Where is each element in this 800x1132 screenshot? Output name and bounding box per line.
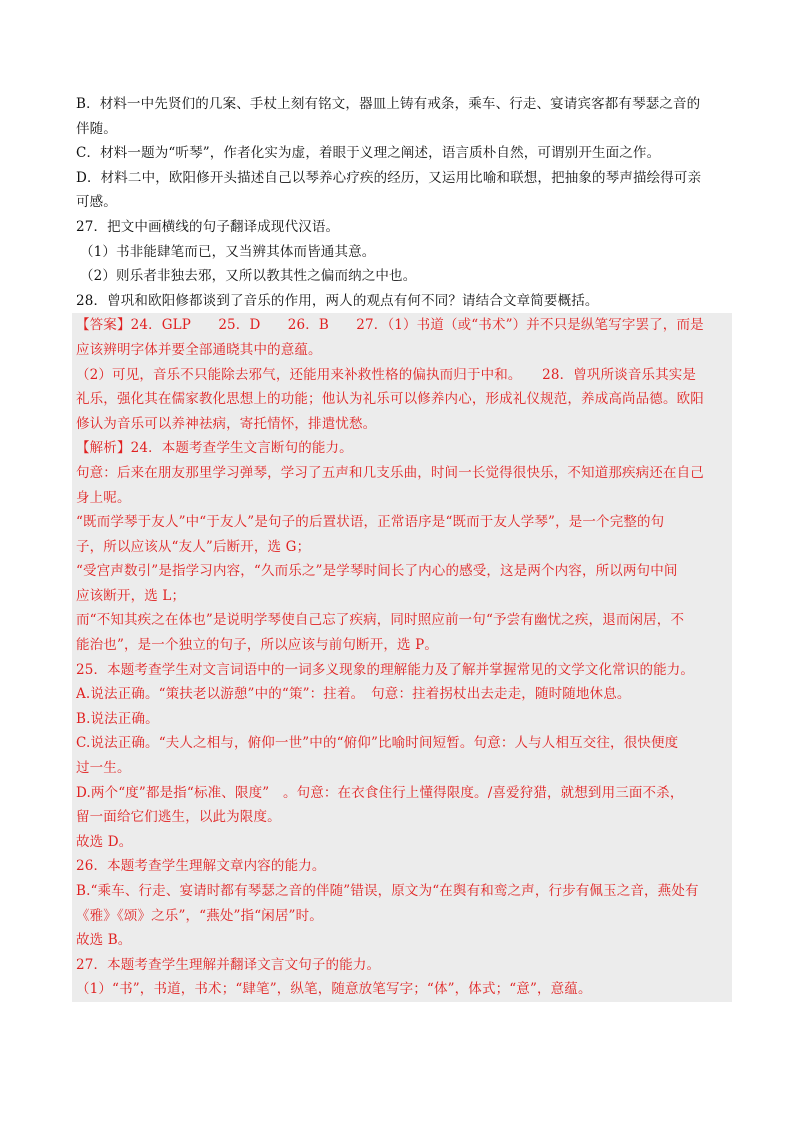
analysis-line: 27．本题考查学生理解并翻译文言文句子的能力。 <box>76 956 381 973</box>
analysis-line <box>76 436 732 461</box>
analysis-line: B.说法正确。 <box>76 710 159 727</box>
analysis-line: 留一面给它们逃生，以此为限度。 <box>76 809 281 826</box>
option-b-line-2: 伴随。 <box>76 120 117 137</box>
option-b-line-1: B．材料一中先贤们的几案、手杖上刻有铭文，器皿上铸有戒条，乘车、行走、宴请宾客都有琴瑟之音的 <box>76 96 701 112</box>
answer-label: 【答案】 <box>76 317 131 334</box>
analysis-line: “既而学琴于友人”中“于友人”是句子的后置状语，正常语序是“既而于友人学琴”，是一个完整的句 <box>76 514 665 531</box>
analysis-line: 应该断开，选 L； <box>76 587 186 604</box>
analysis-line: C.说法正确。“夫人之相与，俯仰一世”中的“俯仰”比喻时间短暂。句意：人与人相互交往，很快便度 <box>76 735 679 752</box>
option-c-line: C．材料一题为“听琴”，作者化实为虚，着眼于义理之阐述，语言质朴自然，可谓别开生面之作。 <box>76 145 661 162</box>
answer-line: 应该辨明字体并要全部通晓其中的意蕴。 <box>76 341 322 358</box>
analysis-line: 故选 B。 <box>76 932 132 949</box>
analysis-label: 【解析】 <box>76 440 131 457</box>
option-d-line-2: 可感。 <box>76 194 117 211</box>
answer-line: 礼乐，强化其在儒家教化思想上的功能；他认为礼乐可以修养内心，形成礼仪规范，养成高尚品德。欧阳 <box>76 391 704 408</box>
analysis-line: 过一生。 <box>76 760 131 777</box>
analysis-line: 而“不知其疾之在体也”是说明学琴使自己忘了疾病，同时照应前一句“予尝有幽忧之疾，退而闲居，不 <box>76 612 685 629</box>
answer-line: 修认为音乐可以养神祛病，寄托情怀，排遣忧愁。 <box>76 415 377 432</box>
analysis-line: 25．本题考查学生对文言词语中的一词多义现象的理解能力及了解并掌握常见的文学文化常识的能力。 <box>76 661 695 678</box>
analysis-line: 身上呢。 <box>76 489 131 506</box>
analysis-line: 故选 D。 <box>76 833 133 850</box>
analysis-line: 26．本题考查学生理解文章内容的能力。 <box>76 858 326 875</box>
answer-text: 24．GLP 25．D 26．B 27．（1）书道（或“书术”）并不只是纵笔写字罢了，而是 <box>130 317 704 334</box>
analysis-line: A.说法正确。“策扶老以游憩”中的“策”：拄着。 句意：拄着拐杖出去走走，随时随地休息。 <box>76 686 631 703</box>
analysis-line: 能治也”，是一个独立的句子，所以应该与前句断开，选 P。 <box>76 637 438 654</box>
document-content <box>76 92 728 1002</box>
analysis-line: 句意：后来在朋友那里学习弹琴，学习了五声和几支乐曲，时间一长觉得很快乐，不知道那疾病还在自己 <box>76 464 704 481</box>
analysis-line: （1）“书”，书道，书术；“肆笔”，纵笔，随意放笔写字；“体”，体式；“意”，意蕴。 <box>76 981 592 998</box>
question-27-part-1: （1）书非能肆笔而已，又当辨其体而皆通其意。 <box>80 243 376 260</box>
analysis-line: B.“乘车、行走、宴请时都有琴瑟之音的伴随”错误，原文为“在舆有和鸾之声，行步有佩玉之音，燕处有 <box>76 883 699 899</box>
option-d-line-1: D．材料二中，欧阳修开头描述自己以琴养心疗疾的经历，又运用比喻和联想，把抽象的琴声描绘得可亲 <box>76 169 702 186</box>
answer-analysis-block <box>72 313 732 1002</box>
question-28: 28．曾巩和欧阳修都谈到了音乐的作用，两人的观点有何不同？请结合文章简要概括。 <box>76 292 599 309</box>
question-27-part-2: （2）则乐者非独去邪，又所以教其性之偏而纳之中也。 <box>80 268 417 285</box>
analysis-text: 24．本题考查学生文言断句的能力。 <box>130 440 353 457</box>
analysis-line: 《雅》《颂》之乐”，“燕处”指“闲居”时。 <box>76 907 323 924</box>
analysis-line: D.两个“度”都是指“标准、限度” 。句意：在衣食住行上懂得限度。/喜爱狩猎，就想到用三面不杀， <box>76 784 684 801</box>
answer-line <box>76 313 732 338</box>
analysis-line: 子，所以应该从“友人”后断开，选 G； <box>76 538 311 555</box>
question-27: 27．把文中画横线的句子翻译成现代汉语。 <box>76 218 340 235</box>
analysis-line: “受宫声数引”是指学习内容，“久而乐之”是学琴时间长了内心的感受，这是两个内容，所以两句中间 <box>76 563 678 580</box>
question-block <box>76 92 728 313</box>
answer-line: （2）可见，音乐不只能除去邪气，还能用来补救性格的偏执而归于中和。 28．曾巩所谈音乐其实是 <box>76 366 697 383</box>
